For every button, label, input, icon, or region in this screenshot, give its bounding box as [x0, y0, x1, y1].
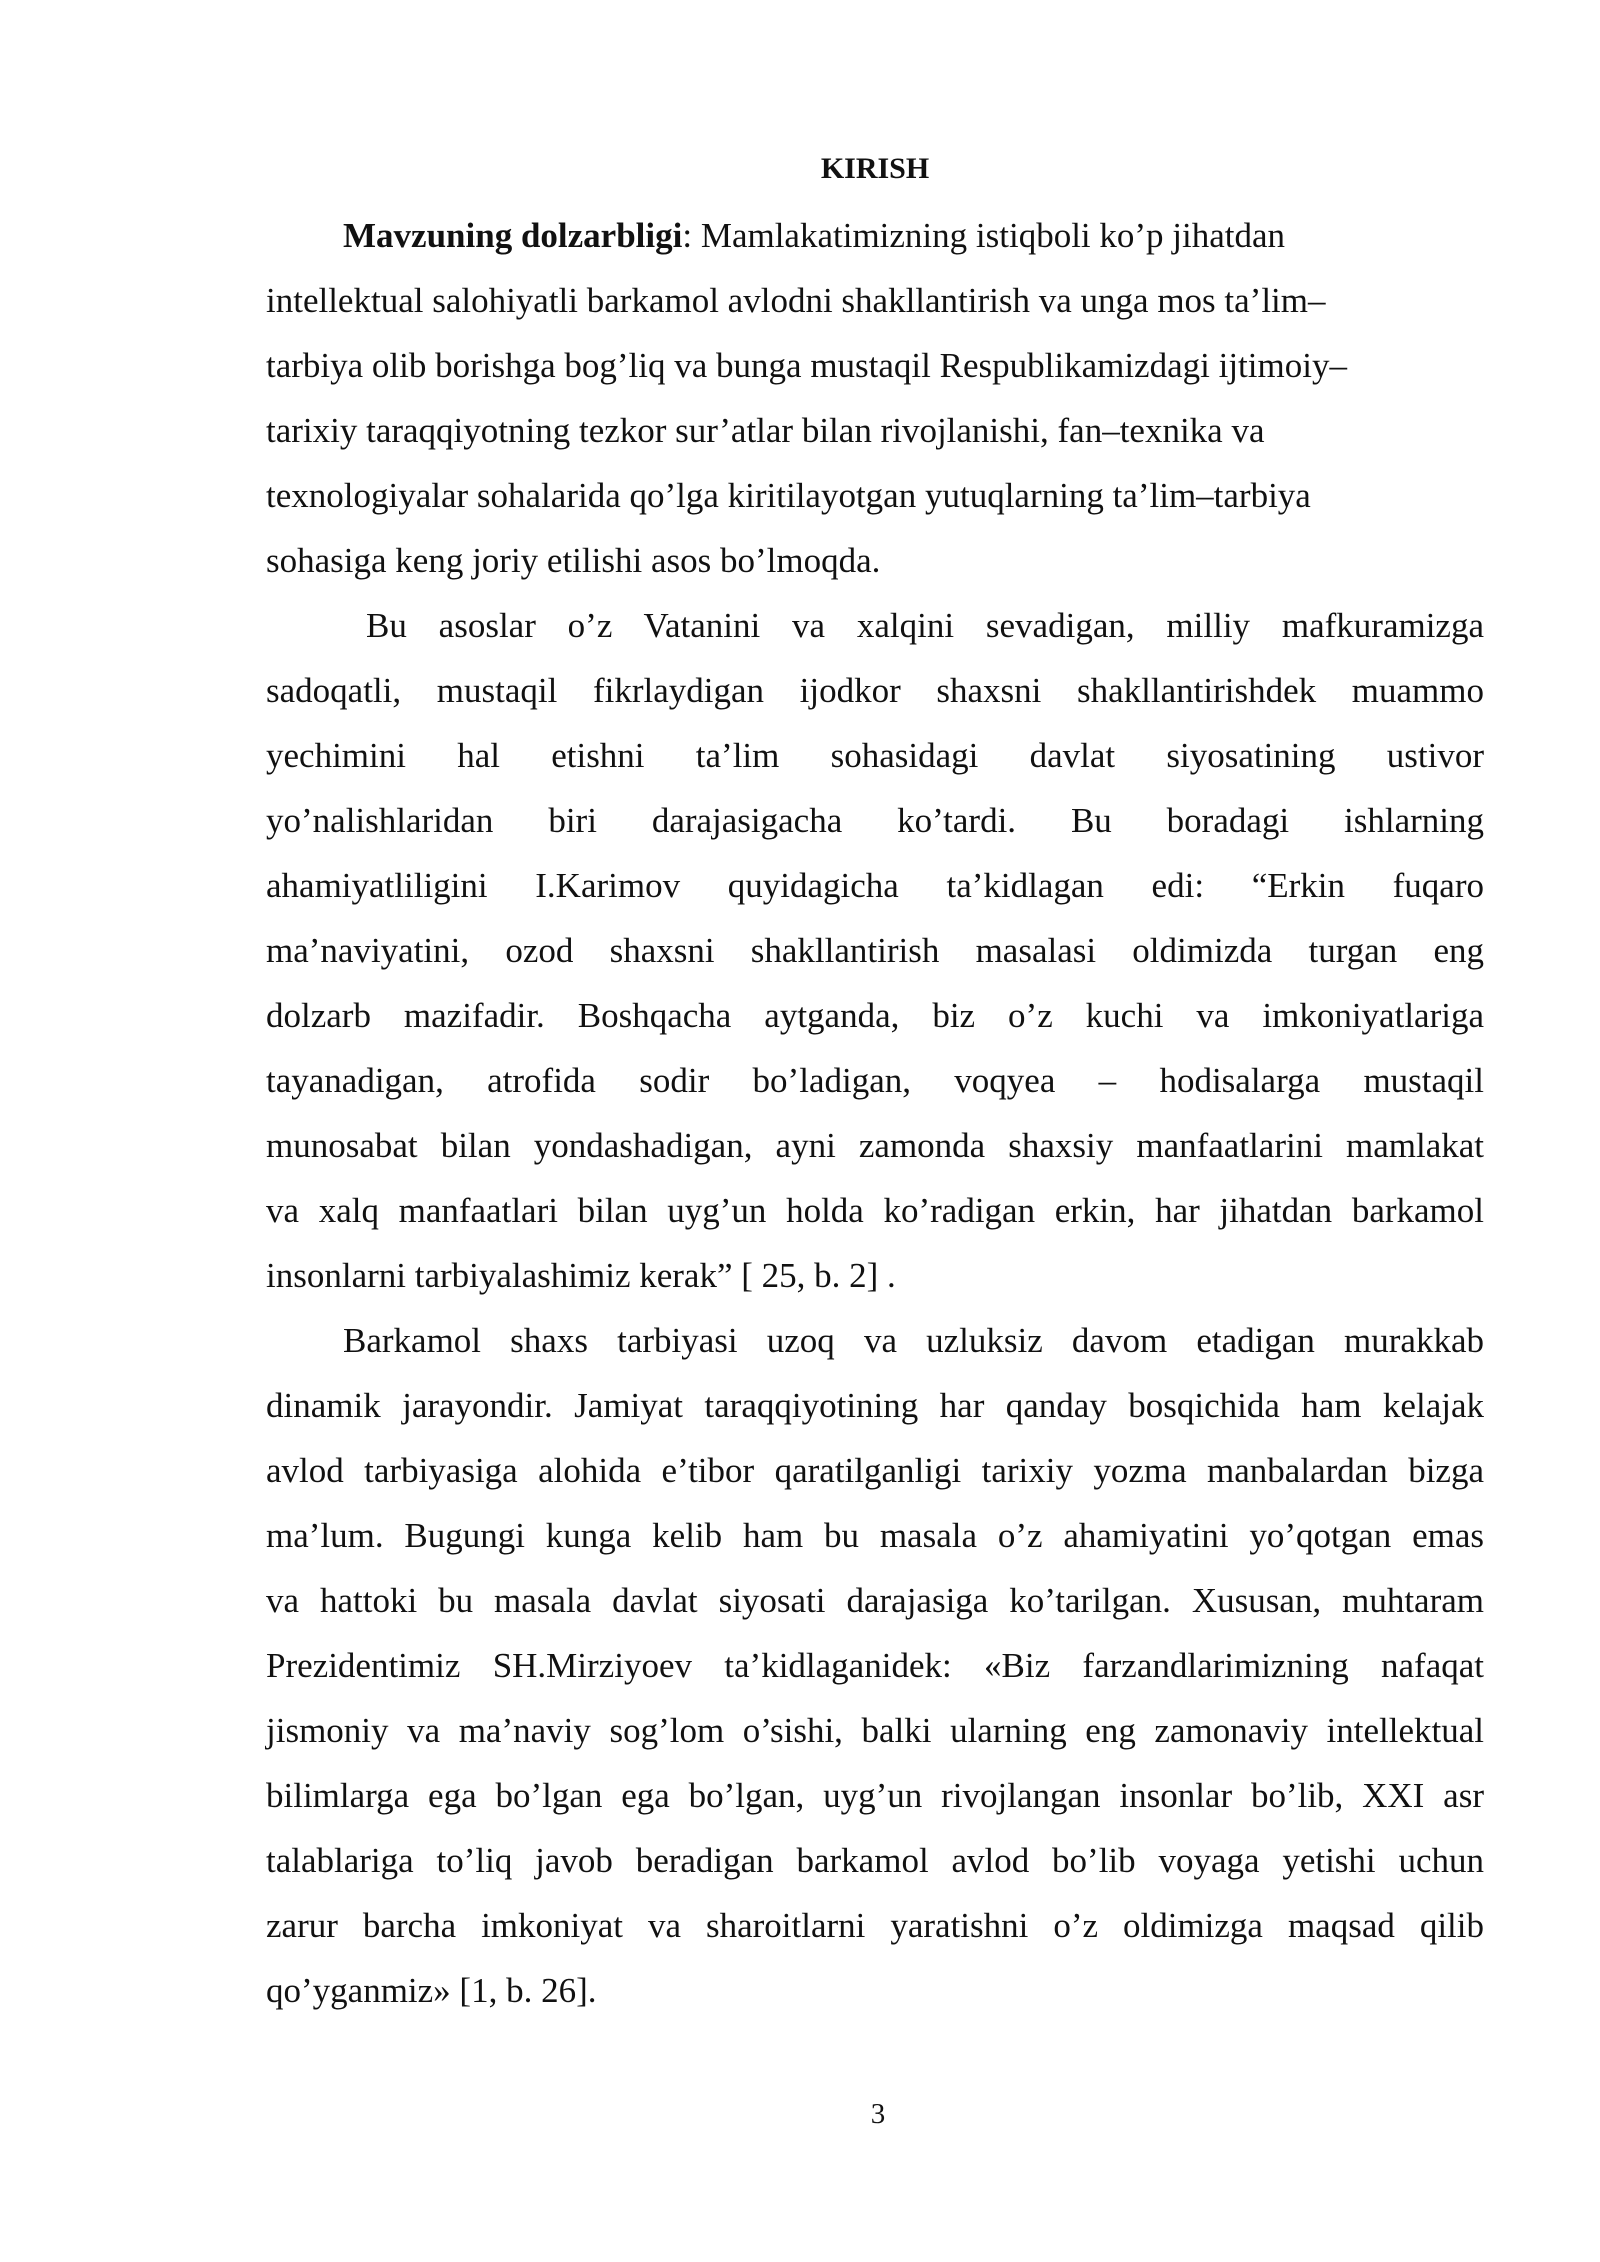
paragraph-3	[266, 1308, 1484, 2023]
paragraph-1	[266, 203, 1484, 593]
paragraph-2	[266, 593, 1484, 1308]
paragraph-3-line: jismoniy va ma’naviy sog’lom o’sishi, balki ularning eng zamonaviy intellektual	[266, 1711, 1484, 1750]
paragraph-3-line: Barkamol shaxs tarbiyasi uzoq va uzluksiz davom etadigan murakkab	[343, 1321, 1484, 1360]
title-container	[266, 152, 1484, 186]
paragraph-2-line: tayanadigan, atrofida sodir bo’ladigan, voqyea – hodisalarga mustaqil	[266, 1061, 1484, 1100]
paragraph-2-line: munosabat bilan yondashadigan, ayni zamonda shaxsiy manfaatlarini mamlakat	[266, 1126, 1484, 1165]
paragraph-3-line: avlod tarbiyasiga alohida e’tibor qaratilganligi tarixiy yozma manbalardan bizga	[266, 1451, 1484, 1490]
paragraph-1-line-1-text: : Mamlakatimizning istiqboli ko’p jihatdan	[682, 216, 1286, 255]
paragraph-3-line: dinamik jarayondir. Jamiyat taraqqiyotining har qanday bosqichida ham kelajak	[266, 1386, 1484, 1425]
paragraph-2-line: sadoqatli, mustaqil fikrlaydigan ijodkor shaxsni shakllantirishdek muammo	[266, 671, 1484, 710]
paragraph-1-line-1	[266, 203, 1484, 268]
paragraph-1-lead: Mavzuning dolzarbligi	[343, 216, 683, 255]
paragraph-1-line: intellektual salohiyatli barkamol avlodni shakllantirish va unga mos ta’lim–	[266, 281, 1326, 320]
paragraph-1-line: tarixiy taraqqiyotning tezkor sur’atlar bilan rivojlanishi, fan–texnika va	[266, 411, 1265, 450]
paragraph-2-line: ahamiyatliligini I.Karimov quyidagicha ta’kidlagan edi: “Erkin fuqaro	[266, 866, 1484, 905]
paragraph-2-line: dolzarb mazifadir. Boshqacha aytganda, biz o’z kuchi va imkoniyatlariga	[266, 996, 1484, 1035]
paragraph-2-line: va xalq manfaatlari bilan uyg’un holda ko’radigan erkin, har jihatdan barkamol	[266, 1191, 1484, 1230]
paragraph-2-line: yechimini hal etishni ta’lim sohasidagi davlat siyosatining ustivor	[266, 736, 1484, 775]
paragraph-2-line: insonlarni tarbiyalashimiz kerak” [ 25, b. 2] .	[266, 1256, 896, 1295]
paragraph-1-line: tarbiya olib borishga bog’liq va bunga mustaqil Respublikamizdagi ijtimoiy–	[266, 346, 1347, 385]
paragraph-2-line: yo’nalishlaridan biri darajasigacha ko’tardi. Bu boradagi ishlarning	[266, 801, 1484, 840]
paragraph-3-line: qo’yganmiz» [1, b. 26].	[266, 1971, 597, 2010]
paragraph-3-line: zarur barcha imkoniyat va sharoitlarni yaratishni o’z oldimizga maqsad qilib	[266, 1906, 1484, 1945]
paragraph-3-line: va hattoki bu masala davlat siyosati darajasiga ko’tarilgan. Xususan, muhtaram	[266, 1581, 1484, 1620]
document-title: KIRISH	[820, 152, 930, 185]
paragraph-3-line: bilimlarga ega bo’lgan ega bo’lgan, uyg’un rivojlangan insonlar bo’lib, XXI asr	[266, 1776, 1484, 1815]
paragraph-2-line: Bu asoslar o’z Vatanini va xalqini sevadigan, milliy mafkuramizga	[366, 606, 1484, 645]
paragraph-1-line: texnologiyalar sohalarida qo’lga kiritilayotgan yutuqlarning ta’lim–tarbiya	[266, 476, 1311, 515]
document-body	[266, 203, 1484, 2023]
paragraph-3-line: talablariga to’liq javob beradigan barkamol avlod bo’lib voyaga yetishi uchun	[266, 1841, 1484, 1880]
paragraph-2-line: ma’naviyatini, ozod shaxsni shakllantirish masalasi oldimizda turgan eng	[266, 931, 1484, 970]
paragraph-3-line: ma’lum. Bugungi kunga kelib ham bu masala o’z ahamiyatini yo’qotgan emas	[266, 1516, 1484, 1555]
paragraph-1-line: sohasiga keng joriy etilishi asos bo’lmoqda.	[266, 541, 881, 580]
page-number: 3	[870, 2098, 886, 2130]
paragraph-3-line: Prezidentimiz SH.Mirziyoev ta’kidlaganidek: «Biz farzandlarimizning nafaqat	[266, 1646, 1484, 1685]
